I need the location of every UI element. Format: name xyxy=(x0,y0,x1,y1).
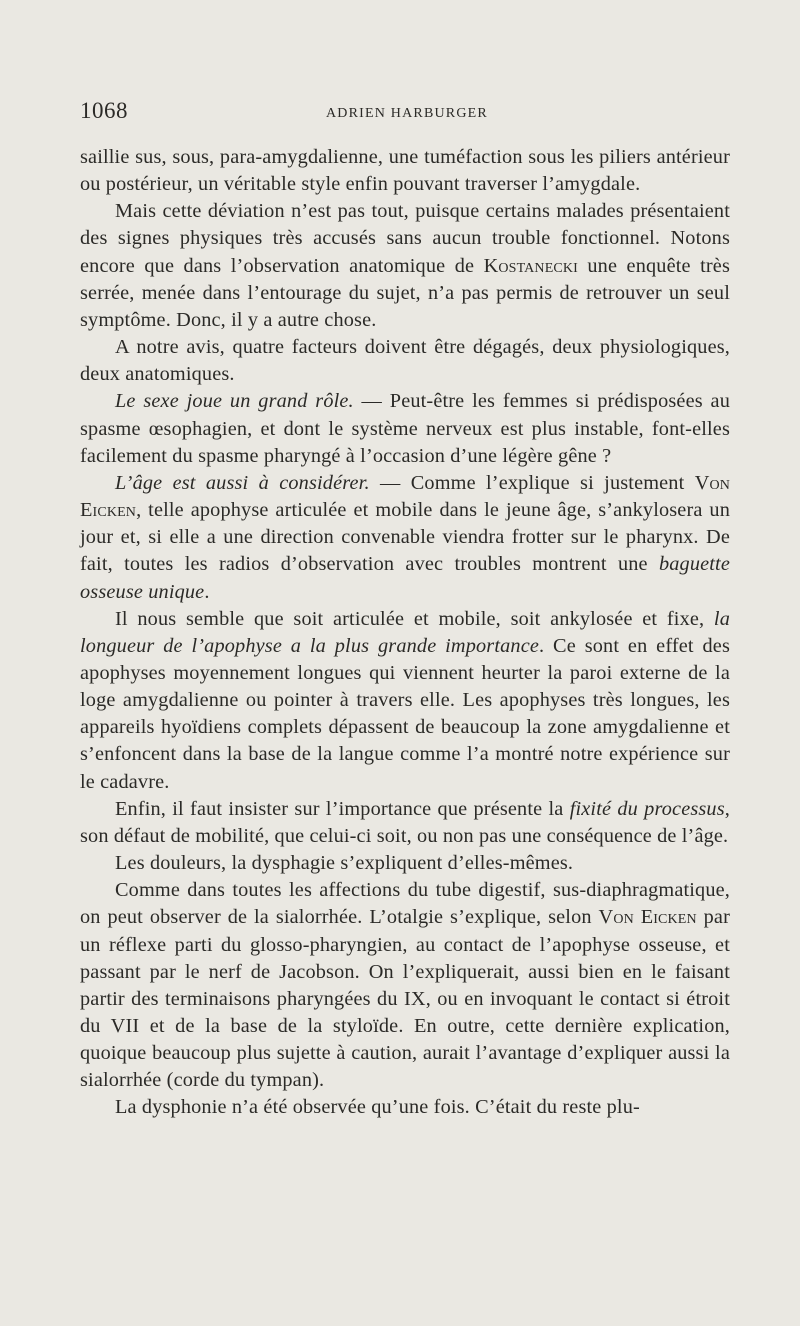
author-name-von-eicken-2: Von Eicken xyxy=(598,906,697,929)
paragraph-6-italic-phrase: la longueur de l’apophyse a la plus grande importance xyxy=(80,607,730,657)
paragraph-5 xyxy=(80,470,730,606)
paragraph-2-text-b: une enquête très serrée, menée dans l’entourage du sujet, n’a pas permis de retrouver un seul symptôme. Donc, il y a autre chose. xyxy=(80,254,730,331)
paragraph-6-text-a: Il nous semble que soit articulée et mobile, soit ankylosée et fixe, xyxy=(115,607,714,630)
paragraph-7-italic-phrase: fixité du processus xyxy=(569,797,725,820)
paragraph-2-text-a: Mais cette déviation n’est pas tout, puisque certains malades présentaient des signes physiques très accusés sans aucun trouble fonctionnel. Notons encore que dans l’observation anatomique de xyxy=(80,200,730,277)
paragraph-5-italic-heading: L’âge est aussi à considérer. xyxy=(115,471,370,494)
paragraph-7 xyxy=(80,796,730,850)
paragraph-7-text-b: , son défaut de mobilité, que celui-ci soit, ou non pas une conséquence de l’âge. xyxy=(80,797,730,847)
paragraph-9-text-b: par un réflexe parti du glosso-pharyngien, au contact de l’apophyse osseuse, et passant par le nerf de Jacobson. On l’expliquerait, aussi bien en le faisant partir des terminaisons pharyngées du IX, ou en invoquant le contact si étroit du VII et de la base de la styloïde. En outre, cette dernière explication, quoique beaucoup plus sujette à caution, aurait l’avantage d’expliquer aussi la sialorrhée (corde du tympan). xyxy=(80,906,730,1092)
paragraph-5-italic-phrase: baguette osseuse unique xyxy=(80,553,730,603)
paragraph-9 xyxy=(80,877,730,1094)
paragraph-6-text-b: . Ce sont en effet des apophyses moyennement longues qui viennent heurter la paroi externe de la loge amygdalienne ou pointer à travers elle. Les apophyses très longues, les appareils hyoïdiens complets dépassent de beaucoup la zone amygdalienne et s’enfoncent dans la base de la langue comme l’a montré notre expérience sur le cadavre. xyxy=(80,634,730,793)
paragraph-7-text-a: Enfin, il faut insister sur l’importance que présente la xyxy=(115,797,570,820)
paragraph-4-italic-heading: Le sexe joue un grand rôle. xyxy=(115,390,354,413)
paragraph-5-text-a: — Comme l’explique si justement xyxy=(380,471,695,494)
author-name-kostanecki: Kostanecki xyxy=(483,254,578,277)
running-head: ADRIEN HARBURGER xyxy=(326,106,488,121)
paragraph-1: saillie sus, sous, para-amygdalienne, une tuméfaction sous les piliers antérieur ou postérieur, un véritable style enfin pouvant traverser l’amygdale. xyxy=(80,146,730,196)
paragraph-4-text: — Peut-être les femmes si prédisposées au spasme œsophagien, et dont le système nerveux est plus instable, font-elles facilement du spasme pharyngé à l’occasion d’une légère gêne ? xyxy=(80,390,731,467)
paragraph-5-text-b: , telle apophyse articulée et mobile dans le jeune âge, s’ankylosera un jour et, si elle a une direction convenable viendra frotter sur le pharynx. De fait, toutes les radios d’observation avec troubles montrent une xyxy=(80,499,730,576)
page-header xyxy=(80,98,730,128)
page-number: 1068 xyxy=(80,98,128,123)
paragraph-2 xyxy=(80,198,730,334)
paragraph-3: A notre avis, quatre facteurs doivent être dégagés, deux physiologiques, deux anatomiques. xyxy=(80,336,730,386)
paragraph-6 xyxy=(80,606,730,796)
paragraph-4 xyxy=(80,388,730,469)
paragraph-9-text-a: Comme dans toutes les affections du tube digestif, sus-diaphragmatique, on peut observer de la sialorrhée. L’otalgie s’explique, selon xyxy=(80,879,730,929)
author-name-von-eicken: Von Eicken xyxy=(80,471,731,522)
body-text xyxy=(80,144,730,1122)
paragraph-5-text-c: . xyxy=(204,580,210,603)
paragraph-10: La dysphonie n’a été observée qu’une fois. C’était du reste plu- xyxy=(115,1096,640,1119)
paragraph-8: Les douleurs, la dysphagie s’expliquent d’elles-mêmes. xyxy=(115,852,574,875)
